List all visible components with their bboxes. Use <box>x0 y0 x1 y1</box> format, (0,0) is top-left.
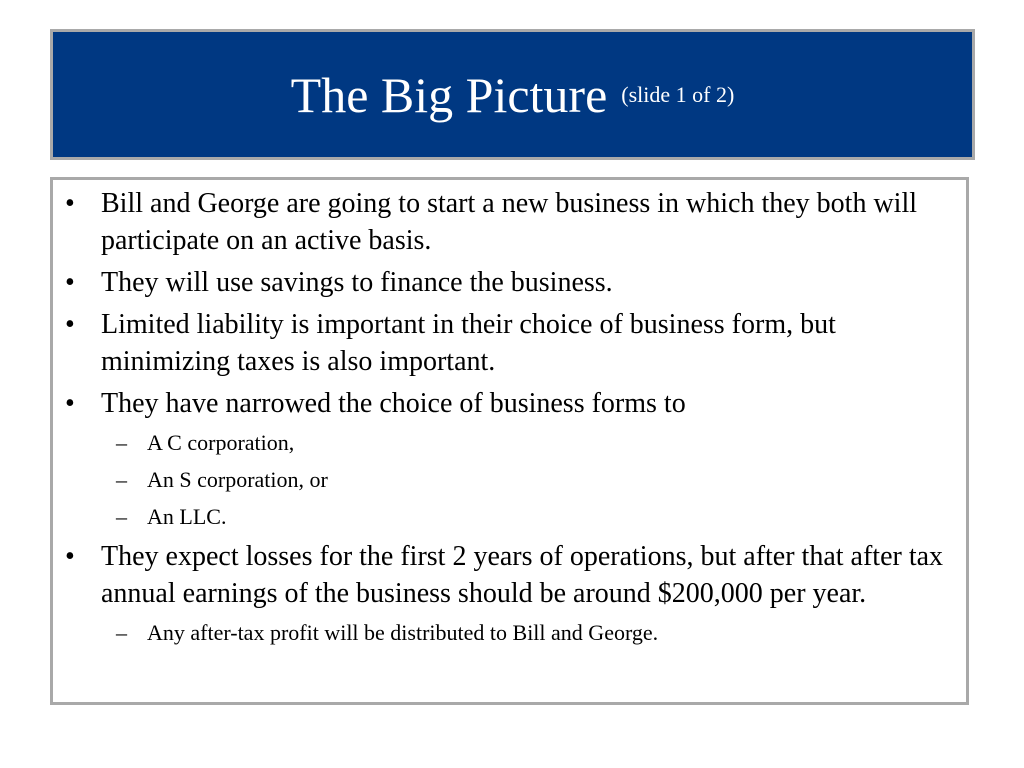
title-banner <box>50 29 975 160</box>
sub-bullet-text: An S corporation, or <box>147 467 328 492</box>
bullet-list <box>53 185 966 654</box>
sub-bullet-marker: – <box>116 430 127 455</box>
sub-bullet-text: An LLC. <box>147 504 227 529</box>
bullet-marker: • <box>65 188 75 219</box>
bullet-marker: • <box>65 388 75 419</box>
slide-subtitle: (slide 1 of 2) <box>621 81 735 107</box>
slide-title: The Big Picture <box>290 66 608 123</box>
bullet-text: They will use savings to finance the business. <box>101 267 613 298</box>
bullet-marker: • <box>65 541 75 572</box>
sub-bullet-item <box>53 617 966 649</box>
bullet-item <box>53 264 966 301</box>
content-box <box>50 177 969 705</box>
bullet-item <box>53 538 966 612</box>
bullet-marker: • <box>65 309 75 340</box>
sub-bullet-text: Any after-tax profit will be distributed to Bill and George. <box>147 620 659 645</box>
bullet-text: They have narrowed the choice of business forms to <box>101 388 686 419</box>
bullet-item <box>53 385 966 422</box>
bullet-marker: • <box>65 267 75 298</box>
bullet-text: Limited liability is important in their choice of business form, but minimizing taxes is also important. <box>101 309 836 377</box>
sub-bullet-marker: – <box>116 467 127 492</box>
bullet-text: Bill and George are going to start a new business in which they both will participate on an active basis. <box>101 188 918 256</box>
sub-bullet-item <box>53 501 966 533</box>
bullet-item <box>53 306 966 380</box>
sub-bullet-marker: – <box>116 620 127 645</box>
sub-bullet-text: A C corporation, <box>147 430 295 455</box>
bullet-text: They expect losses for the first 2 years of operations, but after that after tax annual earnings of the business should be around $200,000 per year. <box>101 541 944 609</box>
sub-bullet-item <box>53 427 966 459</box>
sub-bullet-marker: – <box>116 504 127 529</box>
sub-bullet-item <box>53 464 966 496</box>
bullet-item <box>53 185 966 259</box>
